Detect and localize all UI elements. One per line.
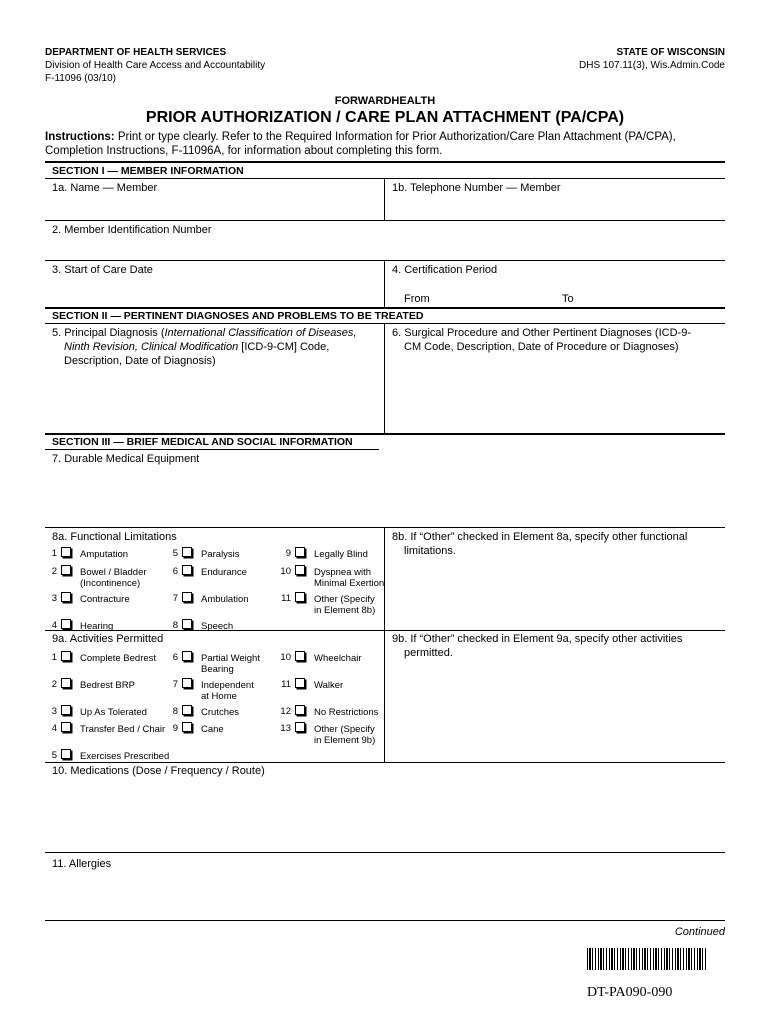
activity-permitted-number: 7 [172, 679, 178, 690]
state-name: STATE OF WISCONSIN [616, 47, 725, 58]
principal-rest2: [ICD-9-CM] Code, [238, 341, 330, 353]
activity-permitted-number: 9 [172, 723, 178, 734]
rule [45, 260, 725, 261]
functional-limitation-checkbox[interactable] [182, 619, 192, 629]
activity-permitted-checkbox[interactable] [295, 651, 305, 661]
functional-limitation-label: Ambulation [201, 594, 249, 605]
activity-permitted-checkbox[interactable] [295, 722, 305, 732]
functional-limitation-number: 7 [172, 593, 178, 604]
activity-permitted-label-line2: at Home [201, 691, 237, 702]
document-id: DT-PA090-090 [587, 985, 673, 1000]
activity-permitted-number: 3 [51, 706, 57, 717]
principal-line2 [64, 341, 329, 354]
section3-heading: SECTION III — BRIEF MEDICAL AND SOCIAL INFORMATION [52, 436, 353, 448]
activity-permitted-checkbox[interactable] [61, 749, 71, 759]
activities-other-field[interactable]: 9b. If “Other” checked in Element 9a, specify other activities [392, 633, 683, 645]
rule [384, 630, 725, 631]
instructions-line1: Print or type clearly. Refer to the Required Information for Prior Authorization/Care Plan Attachment (PA/CPA), [114, 131, 676, 143]
certification-period-field[interactable]: 4. Certification Period [392, 264, 498, 276]
rule [45, 630, 385, 631]
functional-limitation-checkbox[interactable] [295, 592, 305, 602]
barcode [587, 948, 707, 970]
functional-limitation-checkbox[interactable] [295, 565, 305, 575]
activity-permitted-number: 11 [281, 679, 291, 690]
activity-permitted-label: No Restrictions [314, 707, 379, 718]
divider [384, 527, 385, 763]
section2-top-rule [45, 307, 725, 309]
rule [45, 323, 725, 324]
rule [45, 762, 725, 763]
program-name: FORWARDHEALTH [334, 95, 436, 107]
activity-permitted-label-line2: Bearing [201, 664, 234, 675]
allergies-field[interactable]: 11. Allergies [52, 858, 112, 870]
activity-permitted-label: Exercises Prescribed [80, 751, 170, 762]
section1-top-rule [45, 161, 725, 163]
to-label: To [562, 293, 574, 305]
divider [384, 323, 385, 433]
member-phone-field[interactable]: 1b. Telephone Number — Member [392, 182, 561, 194]
functional-limitation-label: Endurance [201, 567, 247, 578]
activity-permitted-number: 8 [172, 706, 178, 717]
activity-permitted-checkbox[interactable] [61, 678, 71, 688]
activity-permitted-number: 12 [280, 706, 291, 717]
activity-permitted-label: Transfer Bed / Chair [80, 724, 166, 735]
functional-limitation-label: Speech [201, 621, 234, 632]
activity-permitted-label: Walker [314, 680, 344, 691]
section1-heading: SECTION I — MEMBER INFORMATION [52, 165, 244, 177]
functional-limitation-label: Paralysis [201, 549, 240, 560]
section3-top-rule [45, 433, 725, 435]
rule [45, 527, 725, 528]
functional-limitations-title: 8a. Functional Limitations [52, 531, 177, 543]
functional-limitation-number: 6 [172, 566, 178, 577]
start-of-care-field[interactable]: 3. Start of Care Date [52, 264, 153, 276]
instructions-label: Instructions: [45, 131, 115, 143]
rule [45, 449, 379, 450]
from-label: From [404, 293, 430, 305]
functional-limitation-number: 9 [285, 548, 291, 559]
member-id-field[interactable]: 2. Member Identification Number [52, 224, 212, 236]
functional-limitation-number: 1 [51, 548, 57, 559]
functional-limitation-checkbox[interactable] [61, 592, 71, 602]
activity-permitted-checkbox[interactable] [182, 705, 192, 715]
activity-permitted-label: Other (Specify [314, 724, 375, 735]
activity-permitted-number: 1 [51, 652, 57, 663]
functional-limitation-label: Contracture [80, 594, 130, 605]
activity-permitted-number: 5 [51, 750, 57, 761]
functional-limitation-number: 8 [172, 620, 178, 631]
principal-diagnosis-field[interactable] [52, 327, 377, 340]
admin-code: DHS 107.11(3), Wis.Admin.Code [579, 60, 725, 71]
form-number: F-11096 (03/10) [45, 73, 116, 84]
division-name: Division of Health Care Access and Accountability [45, 60, 266, 71]
activity-permitted-checkbox[interactable] [182, 722, 192, 732]
activity-permitted-number: 10 [280, 652, 291, 663]
functional-limitation-checkbox[interactable] [295, 547, 305, 557]
functional-other-line2: limitations. [404, 545, 456, 557]
functional-limitation-number: 11 [281, 593, 291, 604]
principal-prefix: 5. Principal Diagnosis ( [52, 327, 165, 339]
section2-heading: SECTION II — PERTINENT DIAGNOSES AND PROBLEMS TO BE TREATED [52, 310, 424, 322]
instructions-line2: Completion Instructions, F-11096A, for information about completing this form. [45, 145, 443, 157]
functional-limitation-checkbox[interactable] [182, 565, 192, 575]
functional-limitation-label: Bowel / Bladder [80, 567, 147, 578]
functional-limitation-number: 2 [51, 566, 57, 577]
activity-permitted-number: 2 [51, 679, 57, 690]
activities-permitted-title: 9a. Activities Permitted [52, 633, 164, 645]
functional-limitation-checkbox[interactable] [182, 547, 192, 557]
activity-permitted-number: 13 [280, 723, 291, 734]
activity-permitted-label: Independent [201, 680, 254, 691]
activity-permitted-number: 6 [172, 652, 178, 663]
department-name: DEPARTMENT OF HEALTH SERVICES [45, 47, 227, 58]
activity-permitted-checkbox[interactable] [61, 651, 71, 661]
functional-limitation-number: 4 [51, 620, 57, 631]
activity-permitted-label: Partial Weight [201, 653, 260, 664]
rule [45, 220, 725, 221]
functional-limitation-checkbox[interactable] [61, 547, 71, 557]
divider [384, 178, 385, 220]
functional-limitation-label: Dyspnea with [314, 567, 372, 578]
functional-limitation-label-line2: Minimal Exertion [314, 578, 385, 589]
functional-limitation-number: 10 [280, 566, 291, 577]
functional-limitation-label: Amputation [80, 549, 129, 560]
medications-field[interactable]: 10. Medications (Dose / Frequency / Route) [52, 765, 265, 777]
rule [45, 920, 725, 921]
functional-limitation-checkbox[interactable] [182, 592, 192, 602]
principal-italic2: Ninth Revision, Clinical Modification [64, 341, 239, 353]
activity-permitted-label: Crutches [201, 707, 240, 718]
functional-limitation-label: Hearing [80, 621, 114, 632]
activity-permitted-label: Wheelchair [314, 653, 362, 664]
activity-permitted-label: Cane [201, 724, 224, 735]
member-name-field[interactable]: 1a. Name — Member [52, 182, 158, 194]
surgical-line2: CM Code, Description, Date of Procedure or Diagnoses) [404, 341, 679, 353]
activity-permitted-label: Up As Tolerated [80, 707, 147, 718]
principal-line3: Description, Date of Diagnosis) [64, 355, 216, 367]
rule [45, 852, 725, 853]
functional-limitation-label: Other (Specify [314, 594, 375, 605]
functional-limitation-label-line2: in Element 8b) [314, 605, 376, 616]
activities-other-line2: permitted. [404, 647, 453, 659]
functional-limitation-checkbox[interactable] [61, 565, 71, 575]
functional-limitation-label-line2: (Incontinence) [80, 578, 141, 589]
instructions [45, 131, 735, 144]
activity-permitted-number: 4 [51, 723, 57, 734]
activity-permitted-checkbox[interactable] [295, 705, 305, 715]
functional-limitation-checkbox[interactable] [61, 619, 71, 629]
functional-limitation-label: Legally Blind [314, 549, 368, 560]
activity-permitted-checkbox[interactable] [295, 678, 305, 688]
activity-permitted-checkbox[interactable] [61, 705, 71, 715]
functional-limitation-number: 3 [51, 593, 57, 604]
activity-permitted-label-line2: in Element 9b) [314, 735, 376, 746]
rule [45, 178, 725, 179]
functional-other-field[interactable]: 8b. If “Other” checked in Element 8a, specify other functional [392, 531, 688, 543]
divider [384, 260, 385, 307]
activity-permitted-label: Bedrest BRP [80, 680, 135, 691]
form-title: PRIOR AUTHORIZATION / CARE PLAN ATTACHMENT (PA/CPA) [145, 109, 625, 126]
activity-permitted-checkbox[interactable] [182, 678, 192, 688]
surgical-procedure-field[interactable]: 6. Surgical Procedure and Other Pertinent Diagnoses (ICD-9- [392, 327, 691, 339]
continued-label: Continued [674, 926, 725, 938]
activity-permitted-label: Complete Bedrest [80, 653, 157, 664]
dme-field[interactable]: 7. Durable Medical Equipment [52, 453, 200, 465]
activity-permitted-checkbox[interactable] [61, 722, 71, 732]
functional-limitation-number: 5 [172, 548, 178, 559]
principal-italic1: International Classification of Diseases, [164, 327, 357, 339]
activity-permitted-checkbox[interactable] [182, 651, 192, 661]
